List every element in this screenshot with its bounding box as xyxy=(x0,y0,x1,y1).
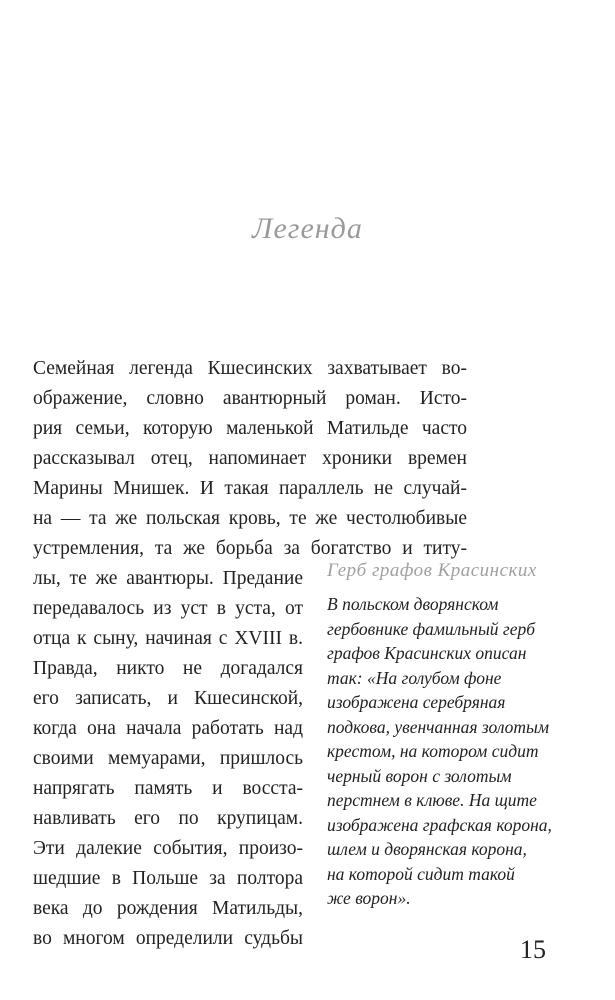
body-line: рассказывал отец, напоминает хроники времен xyxy=(33,448,467,469)
page-number: 15 xyxy=(520,935,546,964)
body-line: Эти далекие события, произо- xyxy=(33,838,303,859)
body-line: рия семьи, которую маленькой Матильде часто xyxy=(33,418,467,439)
sidebar-line: изображена серебряная xyxy=(327,692,506,712)
sidebar-line: графов Красинских описан xyxy=(327,643,527,663)
sidebar-line: изображена графская корона, xyxy=(327,814,552,835)
sidebar-line: шлем и дворянская корона, xyxy=(327,839,527,859)
body-line: Семейная легенда Кшесинских захватывает во- xyxy=(33,358,467,379)
sidebar-text xyxy=(327,592,577,911)
sidebar-line: так: «На голубом фоне xyxy=(327,667,502,688)
body-line: устремления, та же борьба за богатство и титу- xyxy=(33,538,467,559)
body-line: на — та же польская кровь, те же честолюбивые xyxy=(33,508,467,529)
sidebar-line: подкова, увенчанная золотым xyxy=(327,716,550,737)
body-line: века до рождения Матильды, xyxy=(33,898,303,919)
sidebar-line: же ворон». xyxy=(327,888,411,908)
sidebar-line: крестом, на котором сидит xyxy=(327,741,539,761)
sidebar-line: В польском дворянском xyxy=(327,594,499,614)
sidebar-line: черный ворон с золотым xyxy=(327,765,512,786)
body-line: лы, те же авантюры. Предание xyxy=(33,568,303,589)
body-line: отца к сыну, начиная с XVIII в. xyxy=(33,628,303,649)
body-line: во многом определили судьбы xyxy=(33,928,303,949)
body-line: шедшие в Польше за полтора xyxy=(33,868,303,889)
sidebar-title: Герб графов Красинских xyxy=(327,560,537,581)
sidebar-line: гербовнике фамильный герб xyxy=(327,618,536,639)
body-line: передавалось из уст в уста, от xyxy=(33,598,303,619)
body-line: своими мемуарами, пришлось xyxy=(33,748,303,769)
body-line: его записать, и Кшесинской, xyxy=(33,688,303,709)
body-text-full-width xyxy=(33,354,467,534)
body-line: Марины Мнишек. И такая параллель не случай- xyxy=(33,478,467,499)
sidebar-line: перстнем в клюве. На щите xyxy=(327,790,537,810)
body-line: навливать его по крупицам. xyxy=(33,808,303,829)
body-line: когда она начала работать над xyxy=(33,718,303,739)
body-line: Правда, никто не догадался xyxy=(33,658,303,679)
body-line: ображение, словно авантюрный роман. Исто- xyxy=(33,388,467,409)
chapter-title: Легенда xyxy=(252,212,363,245)
sidebar-line: на которой сидит такой xyxy=(327,863,515,884)
body-line: напрягать память и восста- xyxy=(33,778,303,799)
